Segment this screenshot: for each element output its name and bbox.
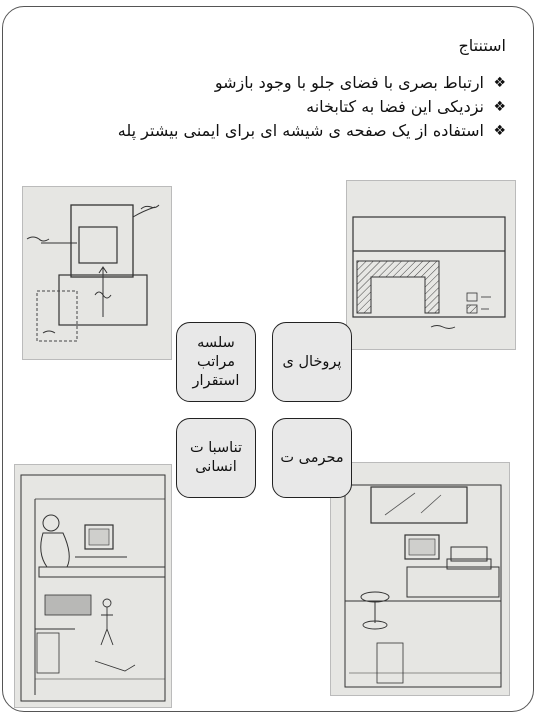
- diamond-bullet-icon: ❖: [493, 123, 506, 139]
- sketch-section-photo: [346, 180, 516, 350]
- diamond-bullet-icon: ❖: [493, 99, 506, 115]
- bullet-item: ❖ استفاده از یک صفحه ی شیشه ای برای ایمنی بیشتر پله: [117, 121, 506, 140]
- section-sketch-drawing: [347, 181, 515, 349]
- bullet-list: [86, 72, 506, 144]
- diamond-bullet-icon: ❖: [493, 75, 506, 91]
- concept-box-human-proportions: تناسبا ت انسانی: [176, 418, 256, 498]
- interior-right-sketch-drawing: [331, 463, 509, 695]
- concept-box-porosity: پروخال ی: [272, 322, 352, 402]
- sketch-plan-photo: [22, 186, 172, 360]
- bullet-item: ❖ نزدیکی این فضا به کتابخانه: [306, 97, 506, 116]
- concept-box-hierarchy: سلسه مراتب استقرار: [176, 322, 256, 402]
- sketch-interior-left-photo: [14, 464, 172, 708]
- plan-sketch-drawing: [23, 187, 171, 359]
- concept-box-privacy: محرمی ت: [272, 418, 352, 498]
- bullet-item: ❖ ارتباط بصری با فضای جلو با وجود بازشو: [214, 73, 506, 92]
- interior-left-sketch-drawing: [15, 465, 171, 707]
- sketch-interior-right-photo: [330, 462, 510, 696]
- slide-title: استنتاج: [458, 36, 506, 55]
